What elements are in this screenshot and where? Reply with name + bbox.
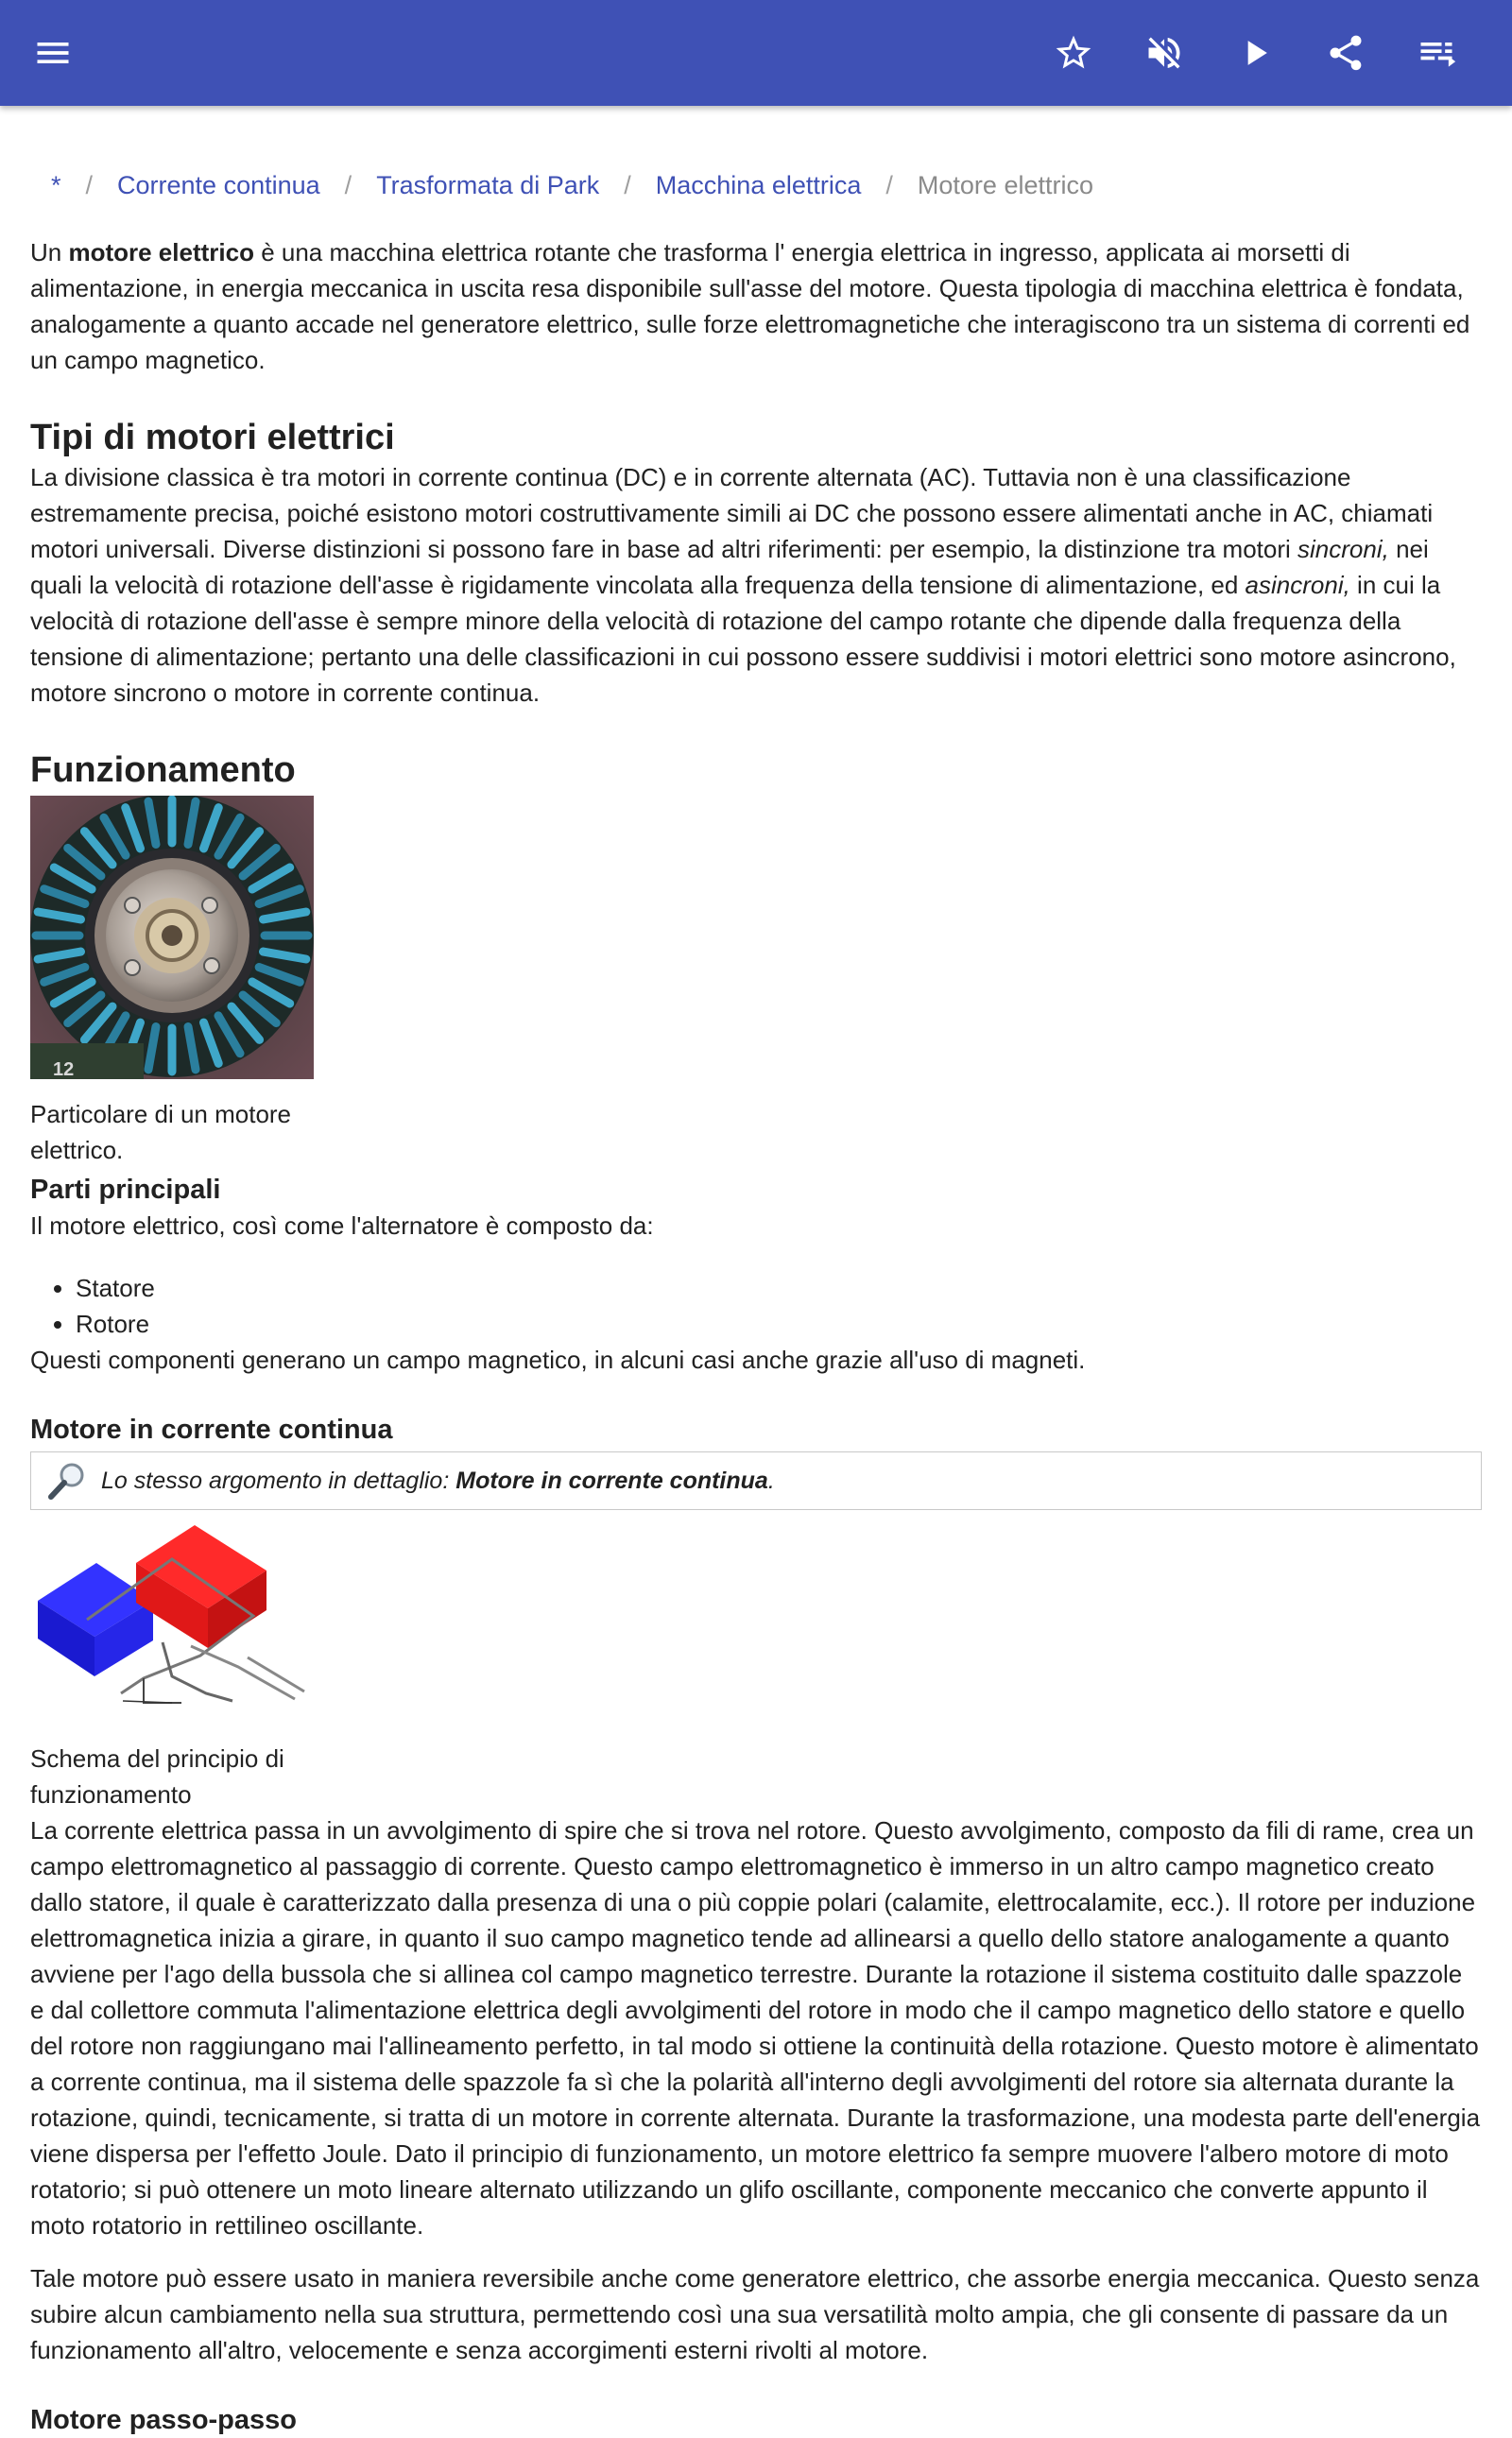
- figure-caption: Particolare di un motore elettrico.: [30, 1100, 292, 1164]
- menu-icon[interactable]: [23, 23, 83, 83]
- volume-off-icon[interactable]: [1134, 23, 1194, 83]
- list-item: • Statore: [76, 1270, 1482, 1306]
- types-paragraph: La divisione classica è tra motori in corrente continua (DC) e in corrente alternata (AC). Tuttavia non è una classificazione estremamente precisa, poiché esistono motori costruttivamente simili ai DC che possono essere alimentati anche in AC, chiamati motori universali. Diverse distinzioni si possono fare in base ad altri riferimenti: per esempio, la distinzione tra motori sincroni, nei quali la velocità di rotazione dell'asse è rigidamente vincolata alla frequenza della tensione di alimentazione, ed asincroni, in cui la velocità di rotazione dell'asse è sempre minore della velocità di rotazione del campo rotante che dipende dalla frequenza della tensione di alimentazione; pertanto una delle classificazioni in cui possono essere suddivisi i motori elettrici sono motore asincrono, motore sincrono o motore in corrente continua.: [30, 463, 1456, 707]
- dc-body-paragraph-2: Tale motore può essere usato in maniera reversibile anche come generatore elettrico, che assorbe energia meccanica. Questo senza subire alcun cambiamento nella sua struttura, permettendo così una sua versatilità molto ampia, che gli consente di passare da un funzionamento all'altro, velocemente e senza accorgimenti esterni rivolti al motore.: [30, 2264, 1480, 2364]
- figure-dc-principle: [30, 1525, 314, 1812]
- heading-motore-corrente-continua: Motore in corrente continua: [30, 1415, 393, 1445]
- article: [30, 106, 1482, 2438]
- breadcrumb-item-corrente-continua[interactable]: Corrente continua: [117, 171, 320, 199]
- parts-list: [30, 1270, 1482, 1342]
- breadcrumb-item-macchina-elettrica[interactable]: Macchina elettrica: [655, 171, 862, 199]
- figure-caption: Schema del principio di funzionamento: [30, 1744, 284, 1809]
- see-also-link[interactable]: Motore in corrente continua: [455, 1468, 768, 1494]
- breadcrumb-current: Motore elettrico: [917, 171, 1093, 199]
- share-icon[interactable]: [1315, 23, 1376, 83]
- magnifier-icon: [46, 1460, 88, 1502]
- app-bar: [0, 0, 1512, 106]
- heading-motore-passo-passo: Motore passo-passo: [30, 2405, 297, 2435]
- heading-funzionamento: Funzionamento: [30, 750, 296, 790]
- parts-intro: Il motore elettrico, così come l'alternatore è composto da:: [30, 1211, 654, 1240]
- intro-paragraph: Un motore elettrico è una macchina elettrica rotante che trasforma l' energia elettrica in ingresso, applicata ai morsetti di alimentazione, in energia meccanica in uscita resa disponibile sull'asse del motore. Questa tipologia di macchina elettrica è fondata, analogamente a quanto accade nel generatore elettrico, sulle forze elettromagnetiche che interagiscono tra un sistema di correnti ed un campo magnetico.: [30, 238, 1470, 374]
- parts-note: Questi componenti generano un campo magnetico, in alcuni casi anche grazie all'uso di magneti.: [30, 1346, 1086, 1374]
- breadcrumb-item-trasformata-di-park[interactable]: Trasformata di Park: [376, 171, 600, 199]
- motor-detail-image[interactable]: [30, 796, 314, 1079]
- breadcrumb-separator: /: [885, 171, 893, 199]
- breadcrumb-separator: /: [624, 171, 631, 199]
- playlist-icon[interactable]: [1406, 23, 1467, 83]
- star-outline-icon[interactable]: [1043, 23, 1104, 83]
- intro-bold-term: motore elettrico: [68, 238, 254, 266]
- breadcrumb-separator: /: [344, 171, 352, 199]
- heading-tipi-di-motori: Tipi di motori elettrici: [30, 418, 395, 457]
- dc-principle-diagram[interactable]: [30, 1525, 314, 1724]
- heading-parti-principali: Parti principali: [30, 1175, 221, 1205]
- list-item: • Rotore: [76, 1306, 1482, 1342]
- breadcrumb-item-home[interactable]: *: [51, 171, 61, 199]
- figure-label: 12: [53, 1059, 75, 1079]
- breadcrumb: [30, 166, 1482, 204]
- figure-motor-detail: [30, 796, 314, 1168]
- play-icon[interactable]: [1225, 23, 1285, 83]
- breadcrumb-separator: /: [85, 171, 94, 199]
- dc-body-paragraph-1: La corrente elettrica passa in un avvolgimento di spire che si trova nel rotore. Questo avvolgimento, composto da fili di rame, crea un campo elettromagnetico al passaggio di corrente. Questo campo elettromagnetico è immerso in un altro campo magnetico creato dallo statore, il quale è caratterizzato dalla presenza di una o più coppie polari (calamite, elettrocalamite, ecc.). Il rotore per induzione elettromagnetica inizia a girare, in quanto il suo campo magnetico tende ad allinearsi a quello dello statore analogamente a quanto avviene per l'ago della bussola che si allinea col campo magnetico terrestre. Durante la rotazione il sistema costituito dalle spazzole e dal collettore commuta l'alimentazione elettrica degli avvolgimenti del rotore in modo che il campo magnetico dello statore e quello del rotore non raggiungano mai l'allineamento perfetto, in tal modo si ottiene la continuità della rotazione. Questo motore è alimentato a corrente continua, ma il sistema delle spazzole fa sì che la polarità all'interno degli avvolgimenti del rotore sia alternata durante la rotazione, quindi, tecnicamente, si tratta di un motore in corrente alternata. Durante la trasformazione, una modesta parte dell'energia viene dispersa per l'effetto Joule. Dato il principio di funzionamento, un motore elettrico fa sempre muovere l'albero motore di moto rotatorio; si può ottenere un moto lineare alternato utilizzando un glifo oscillante, componente meccanico che converte appunto il moto rotatorio in rettilineo oscillante.: [30, 1816, 1481, 2240]
- see-also-box: Lo stesso argomento in dettaglio: Motore in corrente continua .: [30, 1451, 1482, 1510]
